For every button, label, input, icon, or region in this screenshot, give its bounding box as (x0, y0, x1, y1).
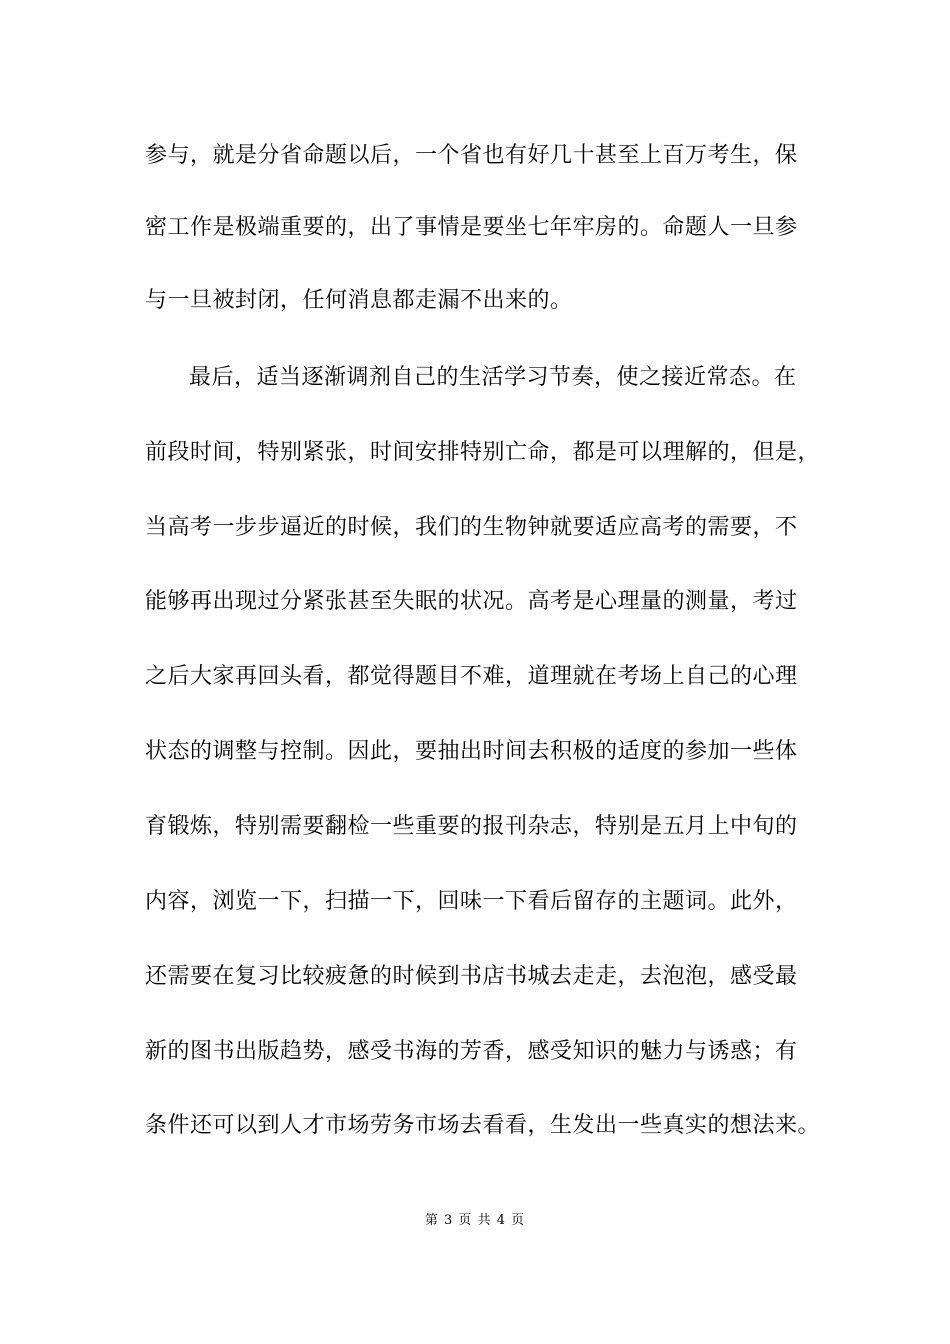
body-text-line: 条件还可以到人才市场劳务市场去看看，生发出一些真实的想法来。 (145, 1113, 821, 1138)
page-number-footer: 第 3 页 共 4 页 (424, 1213, 526, 1228)
paragraph-first-line: 最后，适当逐渐调剂自己的生活学习节奏，使之接近常态。在 (189, 365, 797, 390)
body-text-line: 育锻炼，特别需要翻检一些重要的报刊杂志，特别是五月上中旬的 (145, 814, 798, 839)
body-text-line: 内容，浏览一下，扫描一下，回味一下看后留存的主题词。此外， (145, 889, 798, 914)
body-text-line: 还需要在复习比较疲惫的时候到书店书城去走走，去泡泡，感受最 (145, 964, 798, 989)
body-text-line: 参与，就是分省命题以后，一个省也有好几十甚至上百万考生，保 (145, 143, 798, 168)
body-text-line: 状态的调整与控制。因此，要抽出时间去积极的适度的参加一些体 (145, 739, 798, 764)
body-text-line: 密工作是极端重要的，出了事情是要坐七年牢房的。命题人一旦参 (145, 215, 798, 240)
body-text-line: 新的图书出版趋势，感受书海的芳香，感受知识的魅力与诱惑；有 (145, 1039, 798, 1064)
body-text-line: 能够再出现过分紧张甚至失眠的状况。高考是心理量的测量，考过 (145, 589, 798, 614)
body-text-line: 当高考一步步逼近的时候，我们的生物钟就要适应高考的需要，不 (145, 515, 798, 540)
body-text-line: 与一旦被封闭，任何消息都走漏不出来的。 (145, 288, 573, 313)
body-text-line: 之后大家再回头看，都觉得题目不难，道理就在考场上自己的心理 (145, 664, 798, 689)
body-text-line: 前段时间，特别紧张，时间安排特别亡命，都是可以理解的，但是， (145, 440, 821, 465)
